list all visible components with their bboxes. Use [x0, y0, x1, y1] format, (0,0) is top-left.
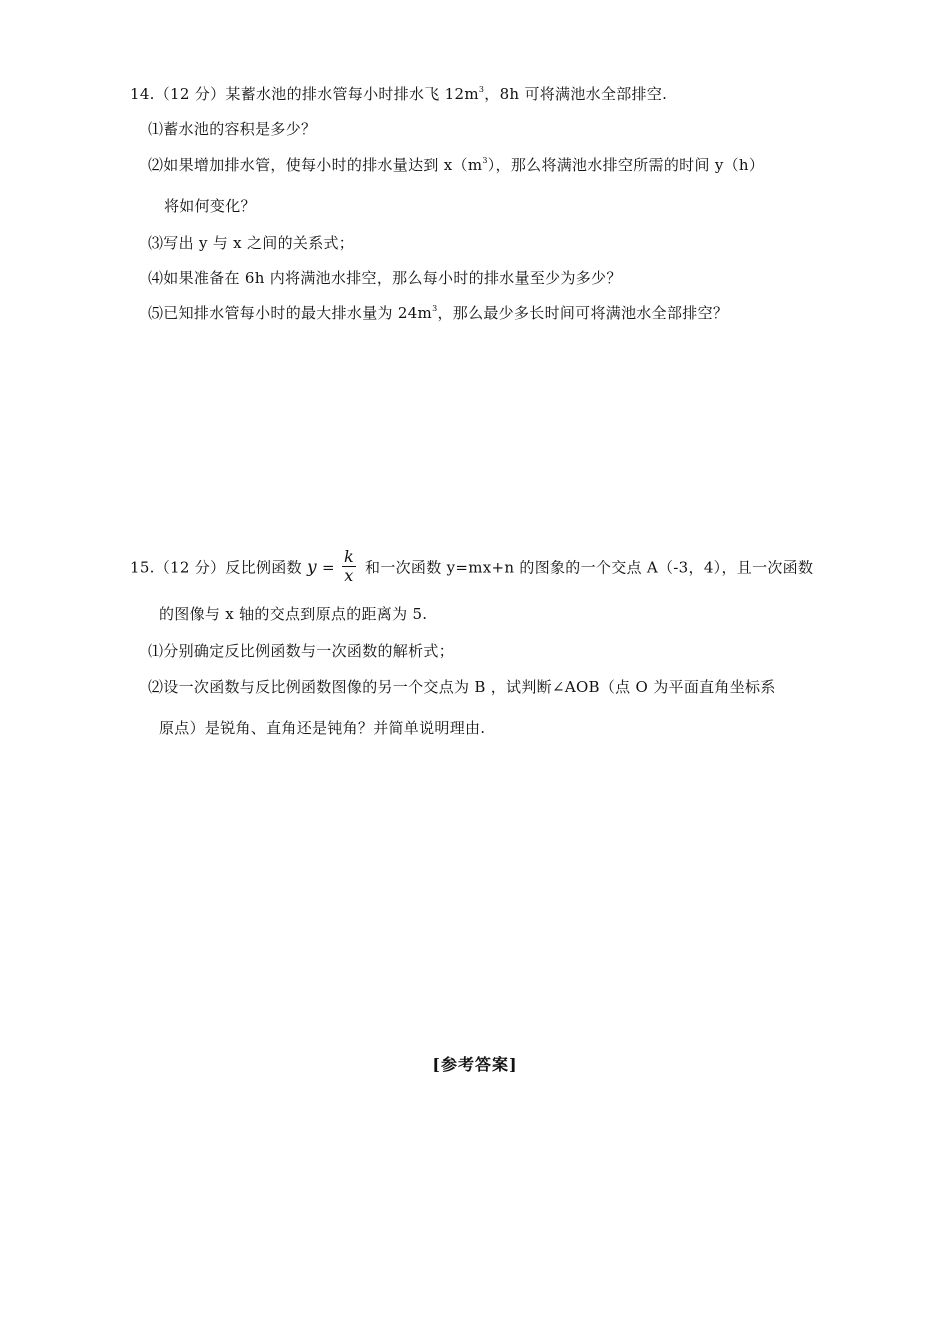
q14-part-2: ⑵如果增加排水管，使每小时的排水量达到 $x(m^3)$，那么将满池水排空所需的时间 y（h） — [148, 156, 765, 174]
q15-stem-continued: 的图像与 x 轴的交点到原点的距离为 5. — [159, 605, 428, 623]
q14-part-1: ⑴蓄水池的容积是多少？ — [148, 120, 317, 138]
q14-stem: 14.（12 分）某蓄水池的排水管每小时排水飞 $12m^3$，8h 可将满池水全部排空. — [130, 85, 668, 103]
q14-part-2-continued: 将如何变化？ — [164, 197, 256, 215]
formula-y: y — [307, 557, 317, 578]
q15-part-2-continued: 原点）是锐角、直角还是钝角？并简单说明理由. — [159, 719, 486, 737]
fraction-denominator: x — [344, 566, 354, 585]
q15-part-2: ⑵设一次函数与反比例函数图像的另一个交点为 B ，试判断∠AOB（点 O 为平面直角坐标系 — [148, 678, 776, 696]
fraction-numerator: k — [343, 547, 354, 566]
answer-header: [参考答案] — [432, 1055, 518, 1074]
q14-part-4: ⑷如果准备在 6h 内将满池水排空，那么每小时的排水量至少为多少？ — [148, 269, 622, 287]
formula-fraction — [342, 548, 356, 585]
formula-equals: = — [321, 558, 335, 577]
q15-part-1: ⑴分别确定反比例函数与一次函数的解析式； — [148, 642, 455, 660]
q14-part-3: ⑶写出 y 与 x 之间的关系式； — [148, 234, 355, 252]
q14-part-5: ⑸已知排水管每小时的最大排水量为 $24m^3$，那么最少多长时间可将满池水全部排空？ — [148, 304, 729, 322]
q15-stem: 15.（12 分）反比例函数 y = $\frac{k}{x}$ 和一次函数 y=mx+n 的图象的一个交点 A（-3，4），且一次函数 — [130, 547, 814, 585]
